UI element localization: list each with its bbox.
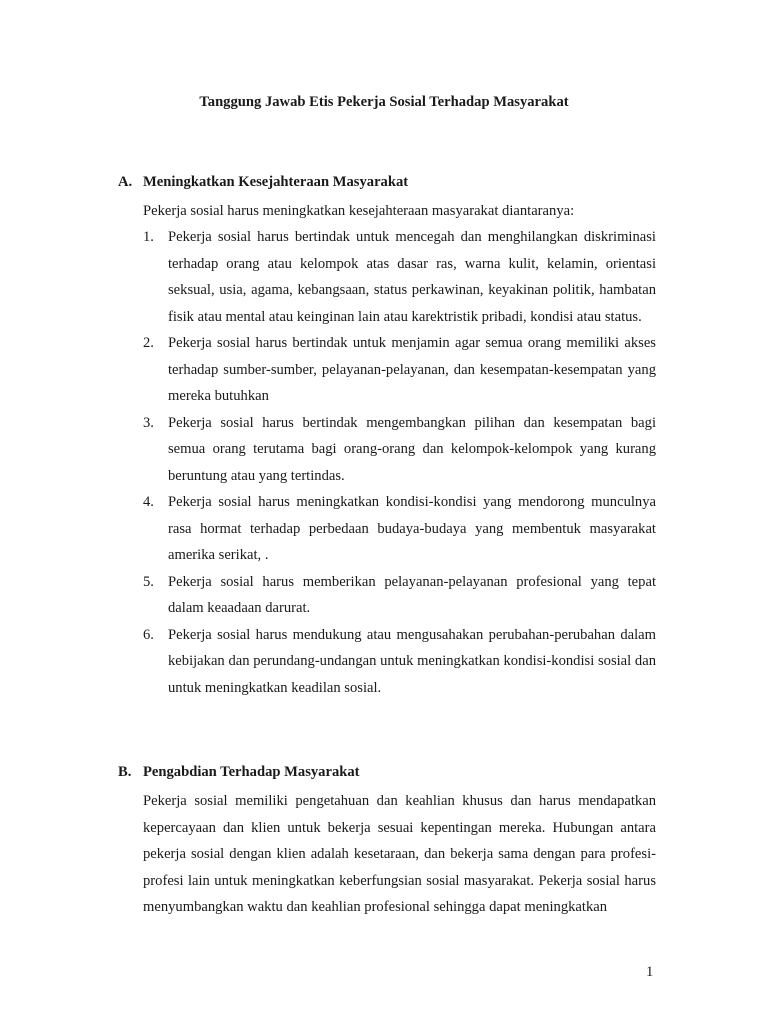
section-b-title: Pengabdian Terhadap Masyarakat <box>143 764 360 780</box>
list-item-number: 5. <box>143 573 154 590</box>
page-number: 1 <box>646 964 654 980</box>
section-a-title: Meningkatkan Kesejahteraan Masyarakat <box>143 174 409 190</box>
list-item-number: 2. <box>143 335 154 351</box>
section-b-heading <box>118 762 360 782</box>
list-item <box>143 410 656 490</box>
list-item <box>143 569 656 622</box>
list-item-text: Pekerja sosial harus meningkatkan kondisi-kondisi yang mendorong munculnya rasa hormat terhadap perbedaan budaya-budaya yang membentuk masyarakat amerika serikat, . <box>168 494 656 563</box>
list-item <box>143 622 656 702</box>
list-item <box>143 489 656 569</box>
section-a-intro: Pekerja sosial harus meningkatkan kesejahteraan masyarakat diantaranya: <box>143 203 575 219</box>
section-a-list <box>143 224 656 701</box>
list-item-text: Pekerja sosial harus bertindak untuk mencegah dan menghilangkan diskriminasi terhadap orang atau kelompok atas dasar ras, warna kulit, kelamin, orientasi seksual, usia, agama, kebangsaan, status perkawinan, keyakinan politik, hambatan fisik atau mental atau keinginan lain atau karektristik pribadi, kondisi atau status. <box>168 229 656 325</box>
section-b-letter: B. <box>118 764 132 780</box>
list-item <box>143 224 656 330</box>
list-item <box>143 330 656 410</box>
section-b-paragraph: Pekerja sosial memiliki pengetahuan dan keahlian khusus dan harus mendapatkan kepercayaan dan klien untuk bekerja sesuai kepentingan mereka. Hubungan antara pekerja sosial dengan klien adalah kesetaraan, dan bekerja sama dengan para profesi-profesi lain untuk meningkatkan keberfungsian sosial masyarakat. Pekerja sosial harus menyumbangkan waktu dan keahlian profesional sehingga dapat meningkatkan <box>143 793 656 916</box>
list-item-text: Pekerja sosial harus mendukung atau mengusahakan perubahan-perubahan dalam kebijakan dan perundang-undangan untuk meningkatkan kondisi-kondisi sosial dan untuk meningkatkan keadilan sosial. <box>168 626 656 696</box>
list-item-number: 4. <box>143 494 154 510</box>
section-a-letter: A. <box>118 174 133 190</box>
list-item-number: 3. <box>143 414 154 431</box>
list-item-number: 6. <box>143 626 154 643</box>
document-title: Tanggung Jawab Etis Pekerja Sosial Terhadap Masyarakat <box>199 94 569 110</box>
section-a-heading <box>118 172 408 192</box>
list-item-text: Pekerja sosial harus bertindak mengembangkan pilihan dan kesempatan bagi semua orang terutama bagi orang-orang dan kelompok-kelompok yang kurang beruntung atau yang tertindas. <box>168 414 656 484</box>
list-item-text: Pekerja sosial harus memberikan pelayanan-pelayanan profesional yang tepat dalam keaadaan darurat. <box>168 573 656 616</box>
list-item-number: 1. <box>143 229 154 245</box>
list-item-text: Pekerja sosial harus bertindak untuk menjamin agar semua orang memiliki akses terhadap sumber-sumber, pelayanan-pelayanan, dan kesempatan-kesempatan yang mereka butuhkan <box>168 335 656 404</box>
